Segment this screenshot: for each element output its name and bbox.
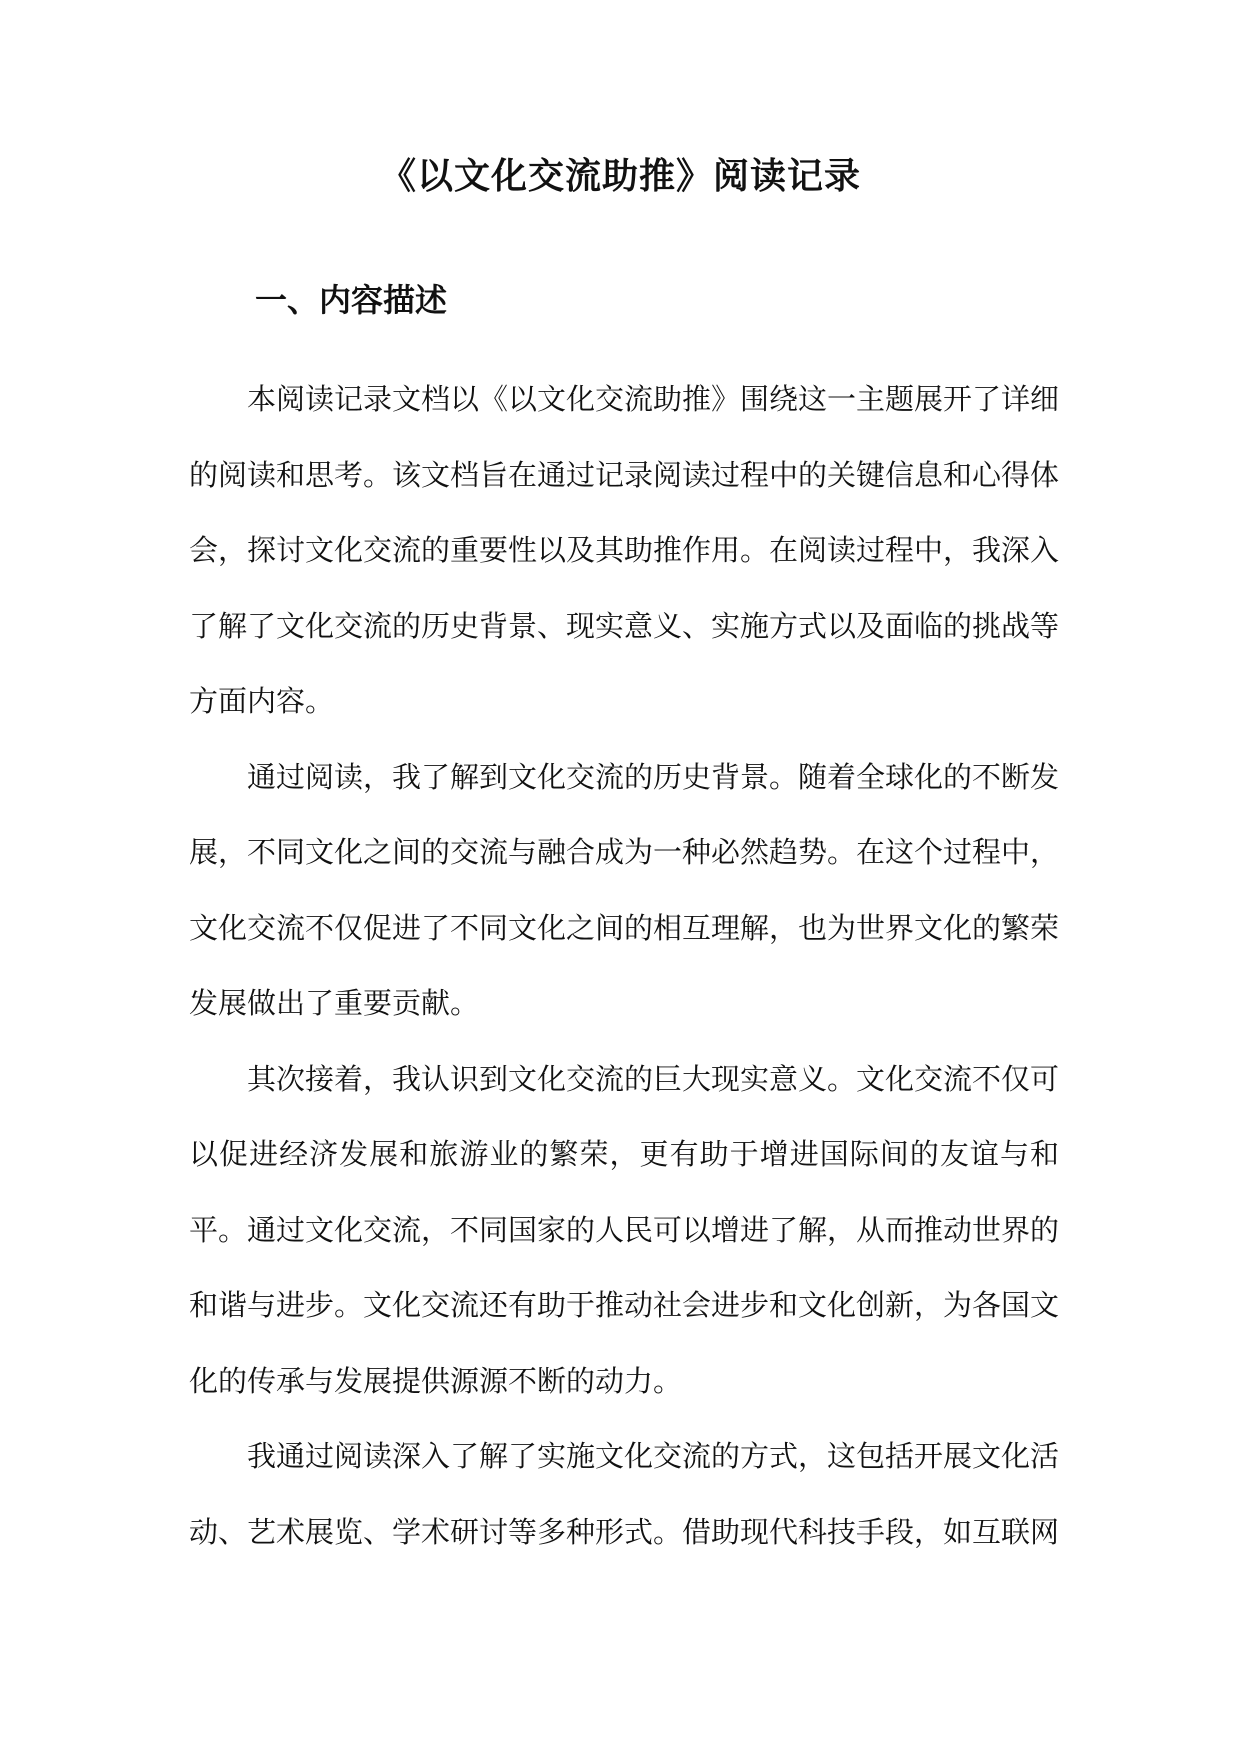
paragraph: 通过阅读，我了解到文化交流的历史背景。随着全球化的不断发展，不同文化之间的交流与融合成为一种必然趋势。在这个过程中，文化交流不仅促进了不同文化之间的相互理解，也为世界文化的繁荣发展做出了重要贡献。 [189, 759, 1060, 1020]
paragraph: 我通过阅读深入了解了实施文化交流的方式，这包括开展文化活动、艺术展览、学术研讨等多种形式。借助现代科技手段，如互联网 [189, 1439, 1060, 1549]
page-title: 《以文化交流助推》阅读记录 [379, 156, 861, 197]
section-heading: 一、内容描述 [255, 281, 448, 319]
paragraph: 本阅读记录文档以《以文化交流助推》围绕这一主题展开了详细的阅读和思考。该文档旨在通过记录阅读过程中的关键信息和心得体会，探讨文化交流的重要性以及其助推作用。在阅读过程中，我深入了解了文化交流的历史背景、现实意义、实施方式以及面临的挑战等方面内容。 [189, 382, 1060, 718]
paragraph: 其次接着，我认识到文化交流的巨大现实意义。文化交流不仅可以促进经济发展和旅游业的繁荣，更有助于增进国际间的友谊与和平。通过文化交流，不同国家的人民可以增进了解，从而推动世界的和谐与进步。文化交流还有助于推动社会进步和文化创新，为各国文化的传承与发展提供源源不断的动力。 [189, 1061, 1060, 1398]
body-text [189, 362, 1059, 1570]
